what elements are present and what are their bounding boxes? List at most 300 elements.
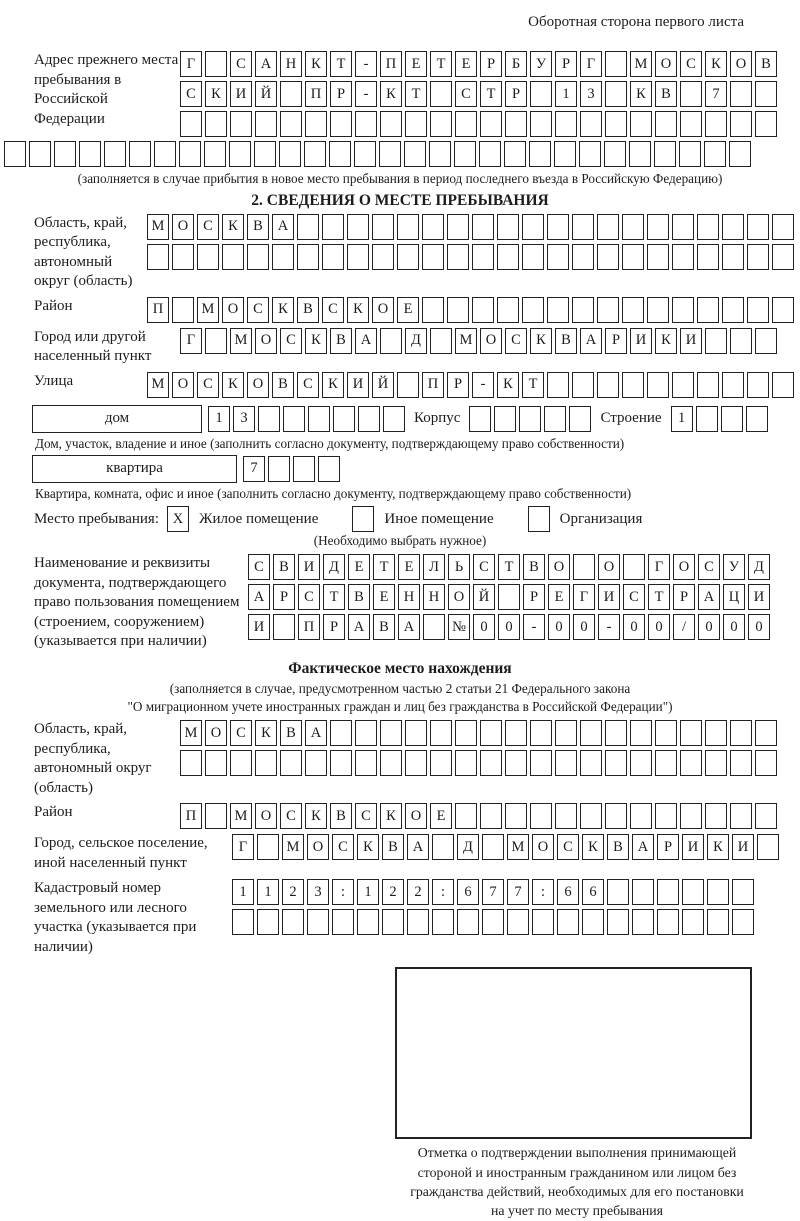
region-label: Область, край, республика, автономный округ (область) <box>34 214 133 290</box>
char-cell: Г <box>573 584 595 610</box>
char-cell: Е <box>398 554 420 580</box>
char-cell <box>305 111 327 137</box>
char-cell <box>497 244 519 270</box>
char-cell <box>329 141 351 167</box>
char-cell <box>730 750 752 776</box>
char-cell <box>605 750 627 776</box>
char-cell <box>547 214 569 240</box>
char-cell <box>494 406 516 432</box>
char-cell <box>572 297 594 323</box>
char-cell: О <box>548 554 570 580</box>
char-cell <box>772 244 794 270</box>
char-cell: В <box>382 834 404 860</box>
stay-type-label: Место пребывания: <box>34 510 159 527</box>
char-cell: П <box>380 51 402 77</box>
char-cell <box>397 214 419 240</box>
char-cell: К <box>655 328 677 354</box>
char-cell: В <box>247 214 269 240</box>
char-cell <box>504 141 526 167</box>
char-cell <box>697 244 719 270</box>
char-cell <box>307 909 329 935</box>
char-cell: Т <box>330 51 352 77</box>
region-rows <box>147 214 794 270</box>
char-cell: П <box>298 614 320 640</box>
char-cell: 2 <box>282 879 304 905</box>
char-cell <box>547 372 569 398</box>
char-cell <box>257 909 279 935</box>
char-cell <box>672 244 694 270</box>
page-header: Оборотная сторона первого листа <box>528 14 744 30</box>
char-cell: К <box>255 720 277 746</box>
char-cell <box>254 141 276 167</box>
char-cell: - <box>472 372 494 398</box>
char-cell <box>655 720 677 746</box>
char-cell <box>607 879 629 905</box>
actual-region-row-2 <box>180 750 777 776</box>
char-cell: С <box>248 554 270 580</box>
char-cell: В <box>348 584 370 610</box>
char-cell: И <box>598 584 620 610</box>
char-cell <box>705 750 727 776</box>
char-cell <box>372 214 394 240</box>
char-cell: О <box>598 554 620 580</box>
char-cell: К <box>272 297 294 323</box>
char-cell <box>682 879 704 905</box>
char-cell <box>722 244 744 270</box>
char-cell: 7 <box>482 879 504 905</box>
char-cell: И <box>248 614 270 640</box>
char-cell: С <box>297 372 319 398</box>
prev-address-row-1 <box>180 51 777 77</box>
char-cell <box>257 834 279 860</box>
char-cell <box>422 244 444 270</box>
char-cell <box>605 803 627 829</box>
char-cell: О <box>655 51 677 77</box>
char-cell: 0 <box>548 614 570 640</box>
house-note: Дом, участок, владение и иное (заполнить согласно документу, подтверждающему право собственности) <box>35 435 625 451</box>
char-cell <box>282 909 304 935</box>
char-cell: В <box>655 81 677 107</box>
char-cell <box>679 141 701 167</box>
char-cell: Д <box>405 328 427 354</box>
char-cell <box>455 750 477 776</box>
char-cell: 1 <box>208 406 230 432</box>
char-cell <box>447 244 469 270</box>
char-cell <box>147 244 169 270</box>
char-cell: Р <box>523 584 545 610</box>
char-cell <box>569 406 591 432</box>
char-cell: И <box>230 81 252 107</box>
char-cell <box>205 51 227 77</box>
char-cell <box>705 720 727 746</box>
char-cell: 1 <box>671 406 693 432</box>
char-cell <box>472 244 494 270</box>
region-row-1 <box>147 214 794 240</box>
char-cell: А <box>398 614 420 640</box>
actual-city-row <box>232 834 779 860</box>
char-cell: Е <box>455 51 477 77</box>
char-cell <box>382 909 404 935</box>
char-cell <box>730 720 752 746</box>
char-cell <box>582 909 604 935</box>
char-cell <box>605 81 627 107</box>
char-cell <box>480 803 502 829</box>
char-cell: С <box>680 51 702 77</box>
char-cell <box>472 297 494 323</box>
char-cell <box>530 111 552 137</box>
char-cell <box>572 372 594 398</box>
char-cell: О <box>730 51 752 77</box>
char-cell: О <box>255 803 277 829</box>
prev-address-label: Адрес прежнего места пребывания в Российской Федерации <box>34 52 179 127</box>
char-cell <box>632 879 654 905</box>
char-cell <box>604 141 626 167</box>
char-cell <box>333 406 355 432</box>
char-cell <box>730 328 752 354</box>
option-organization-label: Организация <box>559 510 643 527</box>
char-cell <box>172 244 194 270</box>
char-cell <box>632 909 654 935</box>
char-cell <box>358 406 380 432</box>
apartment-cells <box>243 456 340 482</box>
char-cell: С <box>557 834 579 860</box>
char-cell: А <box>272 214 294 240</box>
checkbox-organization <box>528 506 550 532</box>
char-cell: Е <box>405 51 427 77</box>
char-cell: А <box>580 328 602 354</box>
char-cell: С <box>355 803 377 829</box>
char-cell <box>497 297 519 323</box>
char-cell <box>697 372 719 398</box>
char-cell <box>680 720 702 746</box>
stay-type-hint: (Необходимо выбрать нужное) <box>313 533 487 549</box>
char-cell <box>380 111 402 137</box>
cadastre-rows <box>232 879 754 935</box>
char-cell <box>29 141 51 167</box>
actual-district-label: Район <box>34 804 73 821</box>
char-cell <box>255 750 277 776</box>
char-cell <box>447 214 469 240</box>
korpus-cells <box>469 406 591 432</box>
char-cell <box>432 834 454 860</box>
prev-address-row-2 <box>180 81 777 107</box>
char-cell <box>623 554 645 580</box>
char-cell: О <box>405 803 427 829</box>
actual-region-label: Область, край, республика, автономный округ (область) <box>34 721 152 796</box>
char-cell: Б <box>505 51 527 77</box>
char-cell <box>755 720 777 746</box>
char-cell <box>630 750 652 776</box>
char-cell <box>422 214 444 240</box>
char-cell: К <box>380 803 402 829</box>
document-row-2 <box>248 584 770 610</box>
char-cell: - <box>598 614 620 640</box>
actual-location-title: Фактическое место нахождения <box>288 659 512 677</box>
char-cell <box>205 328 227 354</box>
char-cell <box>573 554 595 580</box>
char-cell <box>129 141 151 167</box>
char-cell: А <box>305 720 327 746</box>
char-cell <box>755 803 777 829</box>
char-cell <box>480 750 502 776</box>
char-cell <box>205 750 227 776</box>
region-row-2 <box>147 244 794 270</box>
char-cell: О <box>255 328 277 354</box>
char-cell: Й <box>372 372 394 398</box>
char-cell: М <box>230 803 252 829</box>
char-cell: С <box>298 584 320 610</box>
char-cell <box>680 81 702 107</box>
char-cell: Е <box>548 584 570 610</box>
char-cell: М <box>147 214 169 240</box>
char-cell <box>405 750 427 776</box>
char-cell: Т <box>405 81 427 107</box>
option-other-premises-label: Иное помещение <box>384 510 494 527</box>
char-cell: 0 <box>573 614 595 640</box>
char-cell: Г <box>180 328 202 354</box>
char-cell <box>605 111 627 137</box>
street-row <box>147 372 794 398</box>
char-cell <box>429 141 451 167</box>
char-cell: М <box>455 328 477 354</box>
char-cell <box>655 750 677 776</box>
char-cell <box>297 214 319 240</box>
char-cell: Е <box>373 584 395 610</box>
char-cell <box>230 111 252 137</box>
char-cell <box>732 909 754 935</box>
char-cell <box>54 141 76 167</box>
char-cell: Е <box>348 554 370 580</box>
char-cell: М <box>507 834 529 860</box>
char-cell: Г <box>580 51 602 77</box>
char-cell <box>293 456 315 482</box>
char-cell: К <box>222 214 244 240</box>
char-cell <box>532 909 554 935</box>
char-cell: Д <box>323 554 345 580</box>
char-cell: В <box>555 328 577 354</box>
char-cell <box>630 111 652 137</box>
char-cell: О <box>448 584 470 610</box>
char-cell: В <box>330 328 352 354</box>
confirmation-stamp-box <box>395 967 752 1139</box>
char-cell <box>179 141 201 167</box>
char-cell <box>430 81 452 107</box>
stay-type-row <box>0 506 800 532</box>
char-cell: С <box>332 834 354 860</box>
char-cell <box>630 720 652 746</box>
char-cell: К <box>582 834 604 860</box>
char-cell: / <box>673 614 695 640</box>
char-cell: П <box>180 803 202 829</box>
char-cell: М <box>180 720 202 746</box>
char-cell: Р <box>505 81 527 107</box>
char-cell <box>672 214 694 240</box>
char-cell <box>672 297 694 323</box>
char-cell <box>280 111 302 137</box>
char-cell <box>330 111 352 137</box>
char-cell <box>530 81 552 107</box>
char-cell <box>672 372 694 398</box>
char-cell: Р <box>605 328 627 354</box>
cadastre-row-1 <box>232 879 754 905</box>
char-cell <box>354 141 376 167</box>
document-row-1 <box>248 554 770 580</box>
char-cell <box>297 244 319 270</box>
char-cell: Р <box>555 51 577 77</box>
char-cell <box>455 720 477 746</box>
char-cell <box>747 297 769 323</box>
char-cell <box>154 141 176 167</box>
char-cell: Ь <box>448 554 470 580</box>
char-cell <box>322 244 344 270</box>
char-cell <box>347 214 369 240</box>
char-cell <box>772 214 794 240</box>
char-cell <box>469 406 491 432</box>
char-cell <box>657 909 679 935</box>
char-cell <box>722 372 744 398</box>
char-cell: 0 <box>498 614 520 640</box>
korpus-label: Корпус <box>414 410 461 427</box>
prev-address-row-3 <box>180 111 777 137</box>
char-cell <box>480 111 502 137</box>
char-cell: М <box>197 297 219 323</box>
house-box: дом <box>32 405 202 433</box>
char-cell: С <box>197 214 219 240</box>
char-cell <box>308 406 330 432</box>
apartment-box: квартира <box>32 455 237 483</box>
char-cell <box>696 406 718 432</box>
prev-address-row-4 <box>0 141 800 167</box>
char-cell: 7 <box>243 456 265 482</box>
char-cell: С <box>280 328 302 354</box>
char-cell: 0 <box>623 614 645 640</box>
char-cell: И <box>682 834 704 860</box>
char-cell <box>230 750 252 776</box>
char-cell <box>622 297 644 323</box>
char-cell: А <box>632 834 654 860</box>
char-cell <box>180 750 202 776</box>
actual-region-rows <box>180 720 777 776</box>
char-cell <box>747 244 769 270</box>
char-cell <box>722 214 744 240</box>
char-cell: М <box>230 328 252 354</box>
char-cell <box>407 909 429 935</box>
char-cell <box>447 297 469 323</box>
char-cell <box>430 750 452 776</box>
char-cell <box>280 750 302 776</box>
stamp-caption-line-3: гражданства действий, необходимых для его постановки <box>410 1184 744 1199</box>
char-cell <box>380 328 402 354</box>
char-cell <box>205 111 227 137</box>
prev-address-block <box>0 51 800 137</box>
char-cell: С <box>230 51 252 77</box>
char-cell <box>422 297 444 323</box>
char-cell: Е <box>397 297 419 323</box>
char-cell <box>755 750 777 776</box>
char-cell: К <box>705 51 727 77</box>
char-cell <box>522 244 544 270</box>
char-cell <box>580 803 602 829</box>
char-cell: 6 <box>582 879 604 905</box>
char-cell: К <box>380 81 402 107</box>
char-cell: С <box>455 81 477 107</box>
char-cell <box>755 81 777 107</box>
char-cell <box>697 297 719 323</box>
prev-address-note: (заполняется в случае прибытия в новое место пребывания в период последнего въезда в Российскую Федерацию) <box>77 171 723 186</box>
stroenie-label: Строение <box>600 410 662 427</box>
char-cell <box>455 111 477 137</box>
char-cell <box>330 720 352 746</box>
char-cell <box>622 244 644 270</box>
house-number-cells <box>208 406 405 432</box>
char-cell: Р <box>330 81 352 107</box>
char-cell <box>547 297 569 323</box>
char-cell <box>380 720 402 746</box>
option-residential-label: Жилое помещение <box>199 510 319 527</box>
actual-district-row <box>180 803 777 829</box>
prev-address-rows <box>180 51 777 137</box>
section2-title: 2. СВЕДЕНИЯ О МЕСТЕ ПРЕБЫВАНИЯ <box>251 191 549 209</box>
char-cell <box>704 141 726 167</box>
char-cell <box>305 750 327 776</box>
char-cell <box>332 909 354 935</box>
char-cell <box>580 720 602 746</box>
district-block <box>0 297 800 323</box>
char-cell <box>522 214 544 240</box>
char-cell <box>355 111 377 137</box>
char-cell: 0 <box>723 614 745 640</box>
char-cell: : <box>432 879 454 905</box>
char-cell <box>322 214 344 240</box>
char-cell: К <box>357 834 379 860</box>
char-cell <box>104 141 126 167</box>
char-cell <box>505 803 527 829</box>
char-cell <box>482 834 504 860</box>
char-cell <box>707 879 729 905</box>
char-cell <box>522 297 544 323</box>
char-cell: Р <box>673 584 695 610</box>
char-cell <box>272 244 294 270</box>
char-cell <box>480 720 502 746</box>
city-block <box>0 328 800 367</box>
char-cell <box>357 909 379 935</box>
char-cell <box>647 214 669 240</box>
char-cell: О <box>307 834 329 860</box>
char-cell <box>304 141 326 167</box>
char-cell <box>680 111 702 137</box>
char-cell <box>747 372 769 398</box>
char-cell: 3 <box>233 406 255 432</box>
char-cell: Т <box>648 584 670 610</box>
char-cell: В <box>755 51 777 77</box>
char-cell: И <box>732 834 754 860</box>
char-cell <box>430 328 452 354</box>
char-cell: 1 <box>232 879 254 905</box>
char-cell <box>647 372 669 398</box>
char-cell <box>404 141 426 167</box>
char-cell <box>605 51 627 77</box>
char-cell <box>554 141 576 167</box>
apartment-row <box>0 455 800 483</box>
char-cell: 2 <box>407 879 429 905</box>
char-cell <box>757 834 779 860</box>
region-block <box>0 214 800 292</box>
char-cell <box>730 81 752 107</box>
char-cell <box>697 214 719 240</box>
char-cell <box>172 297 194 323</box>
char-cell: У <box>723 554 745 580</box>
char-cell <box>432 909 454 935</box>
